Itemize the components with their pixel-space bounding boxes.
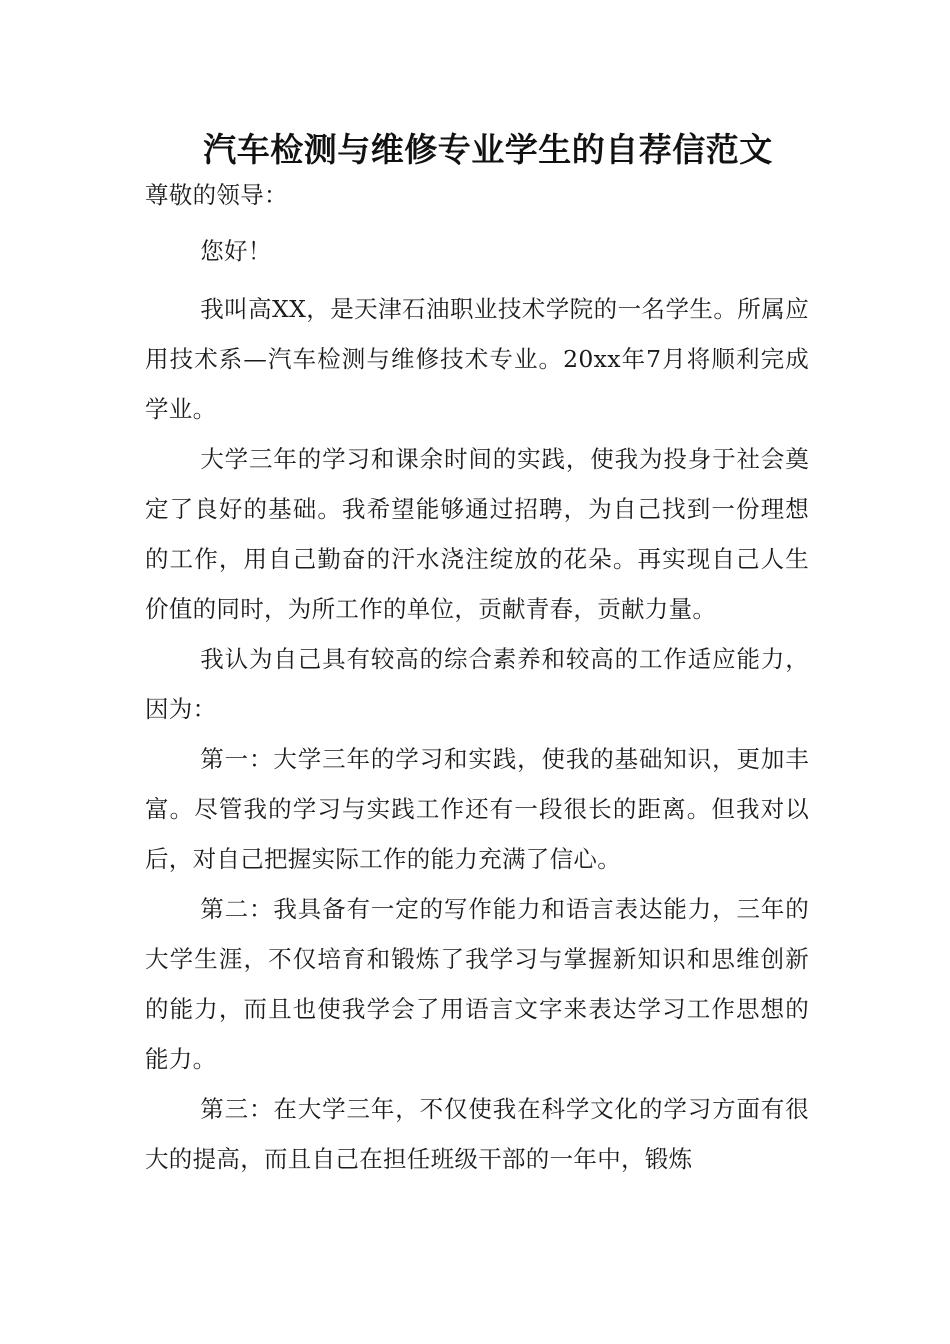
paragraph-point-three: 第三：在大学三年，不仅使我在科学文化的学习方面有很大的提高，而且自己在担任班级干部的一年中，锻炼 xyxy=(145,1095,809,1173)
salutation: 尊敬的领导： xyxy=(145,181,288,209)
document-page xyxy=(145,120,809,1184)
greeting: 您好！ xyxy=(200,237,272,265)
paragraph-introduction: 我叫高XX，是天津石油职业技术学院的一名学生。所属应用技术系—汽车检测与维修技术专业。20xx年7月将顺利完成学业。 xyxy=(145,295,809,423)
paragraph-experience: 大学三年的学习和课余时间的实践，使我为投身于社会奠定了良好的基础。我希望能够通过招聘，为自己找到一份理想的工作，用自己勤奋的汗水浇注绽放的花朵。再实现自己人生价值的同时，为所工作的单位，贡献青春，贡献力量。 xyxy=(145,445,809,623)
paragraph-point-two: 第二：我具备有一定的写作能力和语言表达能力，三年的大学生涯，不仅培育和锻炼了我学习与掌握新知识和思维创新的能力，而且也使我学会了用语言文字来表达学习工作思想的能力。 xyxy=(145,895,809,1073)
paragraph-abilities-intro: 我认为自己具有较高的综合素养和较高的工作适应能力，因为： xyxy=(145,645,809,723)
paragraph-point-one: 第一：大学三年的学习和实践，使我的基础知识，更加丰富。尽管我的学习与实践工作还有一段很长的距离。但我对以后，对自己把握实际工作的能力充满了信心。 xyxy=(145,745,809,873)
document-title: 汽车检测与维修专业学生的自荐信范文 xyxy=(203,130,773,169)
